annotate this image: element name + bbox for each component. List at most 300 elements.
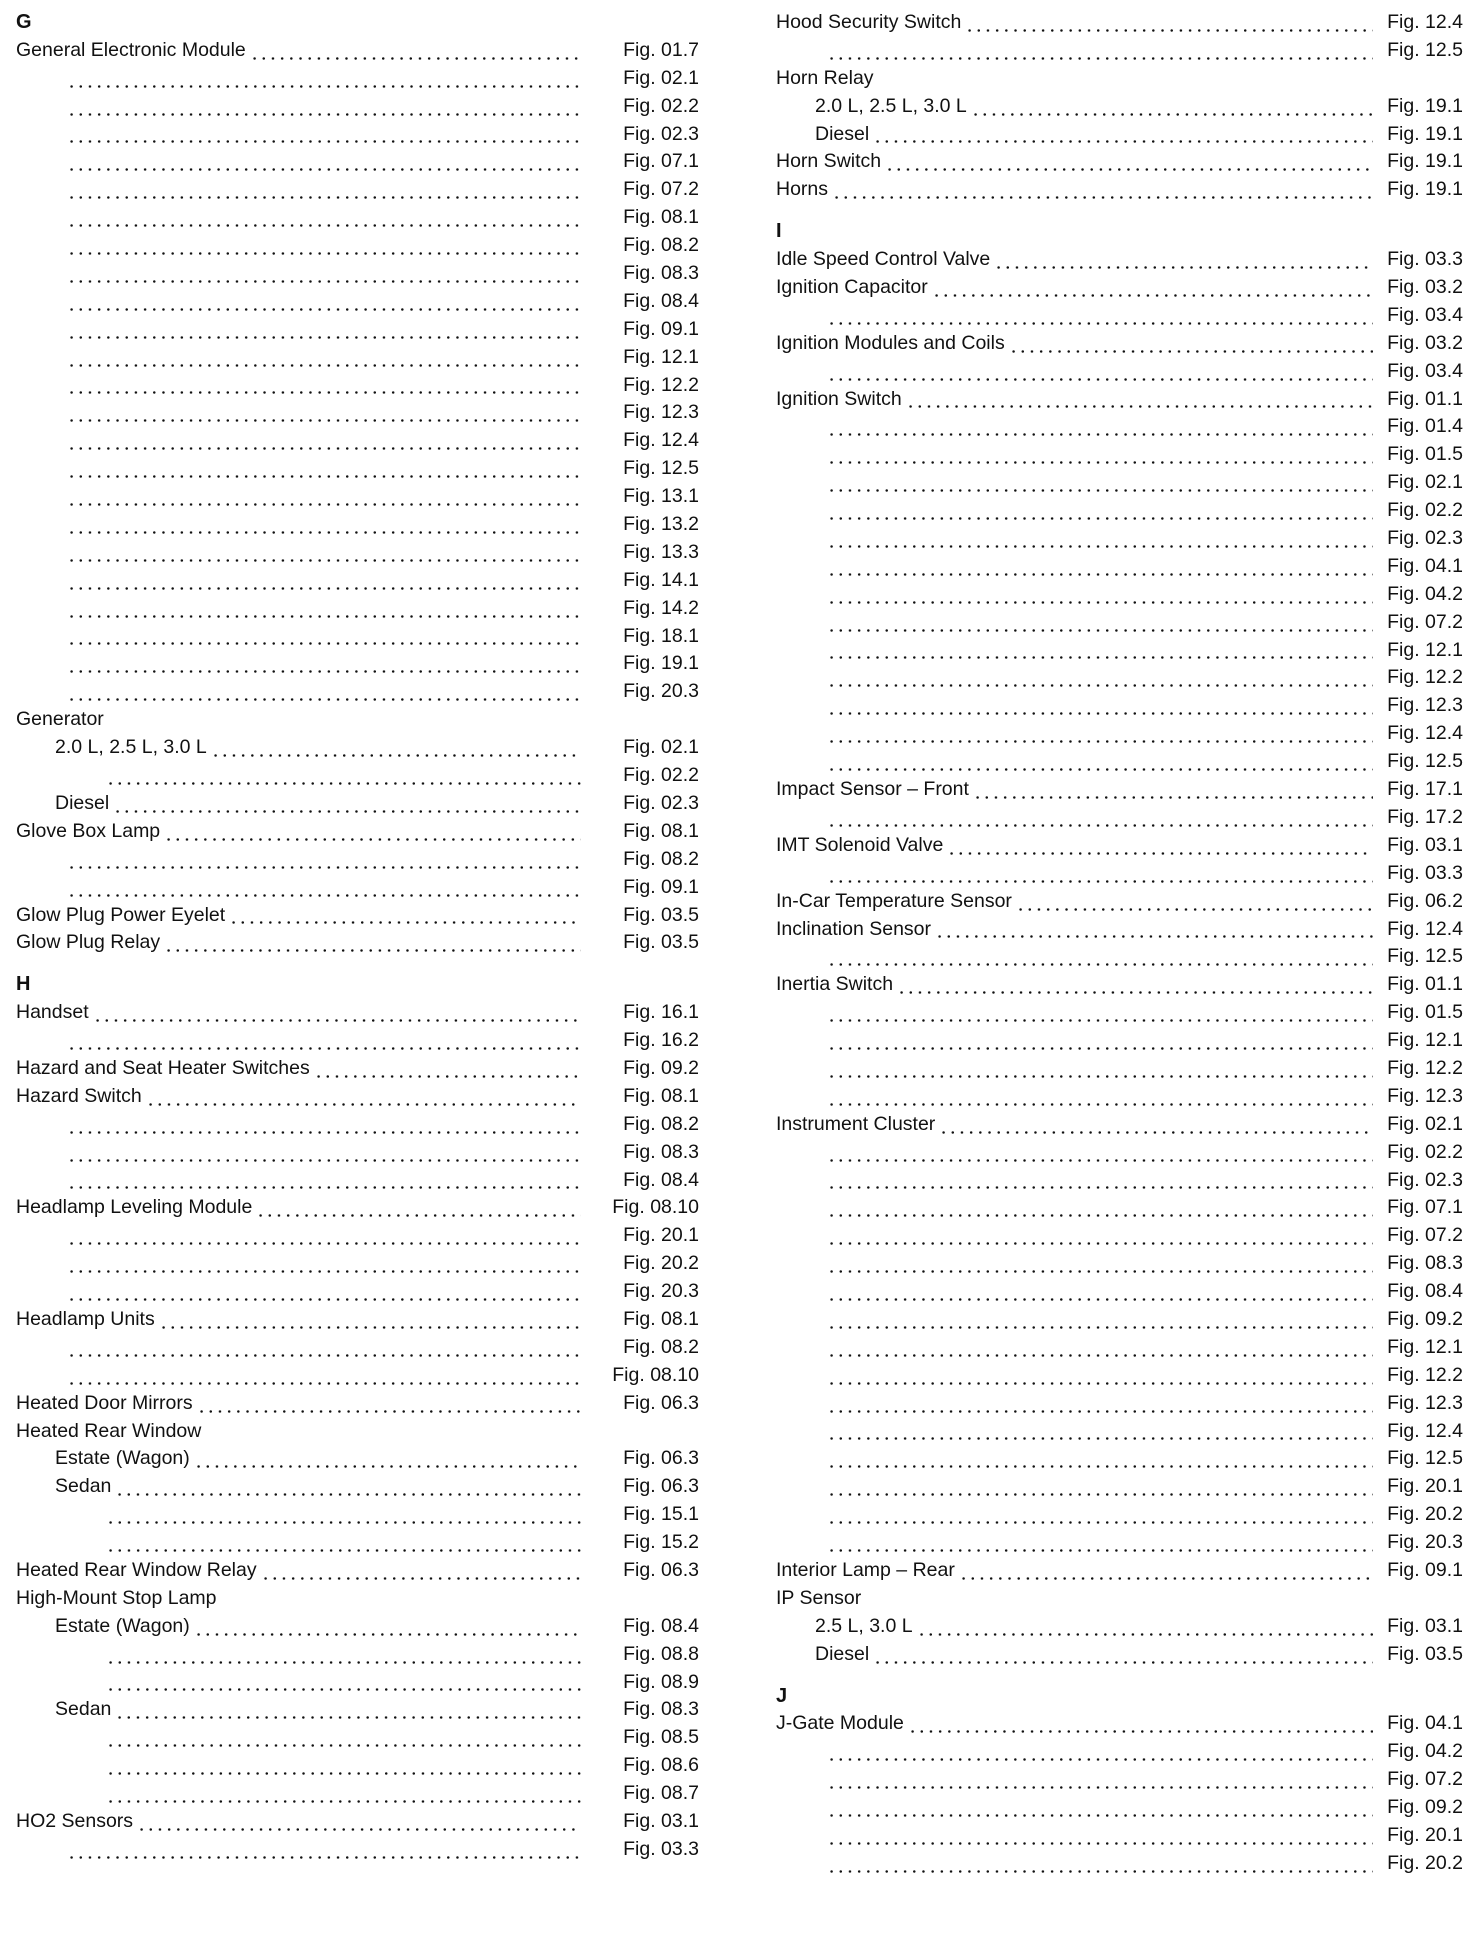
dot-leader	[973, 796, 1373, 799]
index-entry	[776, 1585, 1463, 1613]
index-entry	[16, 1167, 699, 1195]
index-entry	[776, 1501, 1463, 1529]
entry-label	[55, 318, 59, 340]
figure-reference: Fig. 07.2	[1383, 609, 1463, 637]
entry-label	[55, 457, 59, 479]
index-entry	[16, 1418, 699, 1446]
index-entry	[776, 358, 1463, 386]
index-entry	[16, 1027, 699, 1055]
entry-label	[94, 1782, 98, 1804]
figure-reference: Fig. 04.1	[1383, 553, 1463, 581]
entry-label: Diesel	[55, 792, 113, 814]
dot-leader	[67, 140, 581, 143]
dot-leader	[67, 113, 581, 116]
section-letter	[776, 218, 1463, 246]
index-entry	[16, 511, 699, 539]
index-entry	[16, 1752, 699, 1780]
entry-label	[55, 1169, 59, 1191]
index-entry	[16, 1836, 699, 1864]
dot-leader	[67, 308, 581, 311]
figure-reference: Fig. 07.1	[619, 148, 699, 176]
index-entry	[16, 902, 699, 930]
figure-reference: Fig. 02.3	[1383, 525, 1463, 553]
figure-reference: Fig. 02.1	[619, 65, 699, 93]
dot-leader	[1016, 908, 1373, 911]
entry-label	[55, 1224, 59, 1246]
index-entry	[16, 1111, 699, 1139]
figure-reference: Fig. 08.3	[619, 1139, 699, 1167]
figure-reference: Fig. 20.2	[1383, 1501, 1463, 1529]
index-entry	[16, 1390, 699, 1418]
figure-reference: Fig. 19.1	[1383, 121, 1463, 149]
entry-label	[55, 513, 59, 535]
figure-reference: Fig. 17.1	[1383, 776, 1463, 804]
entry-label	[815, 722, 819, 744]
entry-label	[815, 666, 819, 688]
section-letter	[16, 971, 699, 999]
figure-reference: Fig. 16.1	[619, 999, 699, 1027]
entry-label: Heated Door Mirrors	[16, 1392, 197, 1414]
index-entry	[16, 372, 699, 400]
dot-leader	[67, 531, 581, 534]
dot-leader	[827, 57, 1373, 60]
figure-reference: Fig. 08.2	[619, 1334, 699, 1362]
figure-reference: Fig. 02.3	[619, 121, 699, 149]
dot-leader	[137, 1828, 581, 1831]
index-entry	[16, 595, 699, 623]
index-entry	[776, 748, 1463, 776]
entry-label: Sedan	[55, 1698, 115, 1720]
figure-reference: Fig. 08.2	[619, 846, 699, 874]
entry-label: IMT Solenoid Valve	[776, 834, 947, 856]
dot-leader	[965, 29, 1373, 32]
index-entry	[776, 553, 1463, 581]
figure-reference: Fig. 03.5	[619, 929, 699, 957]
figure-reference: Fig. 09.2	[1383, 1794, 1463, 1822]
index-entry	[16, 650, 699, 678]
figure-reference: Fig. 20.3	[619, 1278, 699, 1306]
index-entry	[776, 1334, 1463, 1362]
figure-reference: Fig. 15.2	[619, 1529, 699, 1557]
entry-label	[815, 1392, 819, 1414]
figure-reference: Fig. 08.4	[1383, 1278, 1463, 1306]
dot-leader	[827, 1019, 1373, 1022]
dot-leader	[67, 503, 581, 506]
figure-reference: Fig. 04.2	[1383, 581, 1463, 609]
entry-label	[815, 611, 819, 633]
dot-leader	[67, 447, 581, 450]
dot-leader	[67, 1047, 581, 1050]
index-entry	[776, 1794, 1463, 1822]
dot-leader	[827, 1075, 1373, 1078]
index-entry	[16, 539, 699, 567]
figure-reference: Fig. 12.2	[619, 372, 699, 400]
entry-label: J-Gate Module	[776, 1712, 908, 1734]
figure-reference: Fig. 03.1	[1383, 1613, 1463, 1641]
index-entry	[776, 1613, 1463, 1641]
entry-label: Hazard and Seat Heater Switches	[16, 1057, 314, 1079]
figure-reference: Fig. 17.2	[1383, 804, 1463, 832]
index-entry	[16, 204, 699, 232]
entry-label: Diesel	[815, 1643, 873, 1665]
dot-leader	[908, 1730, 1373, 1733]
dot-leader	[67, 252, 581, 255]
dot-leader	[897, 991, 1373, 994]
index-entry	[776, 386, 1463, 414]
entry-label: Estate (Wagon)	[55, 1447, 194, 1469]
dot-leader	[159, 1326, 581, 1329]
dot-leader	[67, 85, 581, 88]
index-entry	[776, 804, 1463, 832]
index-entry	[16, 1585, 699, 1613]
entry-label	[815, 639, 819, 661]
dot-leader	[885, 168, 1373, 171]
dot-leader	[67, 168, 581, 171]
figure-reference: Fig. 03.1	[619, 1808, 699, 1836]
dot-leader	[67, 670, 581, 673]
dot-leader	[827, 517, 1373, 520]
entry-label: Horn Relay	[776, 67, 878, 89]
dot-leader	[67, 1382, 581, 1385]
entry-label: Estate (Wagon)	[55, 1615, 194, 1637]
figure-reference: Fig. 20.1	[1383, 1822, 1463, 1850]
figure-reference: Fig. 07.2	[1383, 1766, 1463, 1794]
index-entry	[16, 344, 699, 372]
dot-leader	[146, 1103, 581, 1106]
entry-label	[815, 1336, 819, 1358]
figure-reference: Fig. 01.4	[1383, 413, 1463, 441]
index-entry	[16, 148, 699, 176]
index-entry	[776, 1738, 1463, 1766]
figure-reference: Fig. 12.4	[619, 427, 699, 455]
figure-reference: Fig. 08.3	[619, 1696, 699, 1724]
entry-label	[815, 1001, 819, 1023]
figure-reference: Fig. 08.4	[619, 1167, 699, 1195]
figure-reference: Fig. 02.3	[619, 790, 699, 818]
index-entry	[776, 664, 1463, 692]
index-entry	[16, 1613, 699, 1641]
index-entry	[16, 790, 699, 818]
index-entry	[776, 1390, 1463, 1418]
dot-leader	[67, 364, 581, 367]
figure-reference: Fig. 12.5	[1383, 37, 1463, 65]
dot-leader	[827, 601, 1373, 604]
figure-reference: Fig. 09.1	[619, 316, 699, 344]
entry-label	[55, 95, 59, 117]
dot-leader	[827, 1047, 1373, 1050]
dot-leader	[827, 573, 1373, 576]
index-entry	[16, 1083, 699, 1111]
entry-label	[94, 1726, 98, 1748]
figure-reference: Fig. 04.1	[1383, 1710, 1463, 1738]
index-entry	[776, 302, 1463, 330]
dot-leader	[194, 1633, 581, 1636]
dot-leader	[67, 475, 581, 478]
dot-leader	[827, 880, 1373, 883]
dot-leader	[947, 852, 1373, 855]
dot-leader	[67, 1186, 581, 1189]
figure-reference: Fig. 19.1	[619, 650, 699, 678]
index-entry	[16, 121, 699, 149]
index-entry	[776, 1529, 1463, 1557]
entry-label	[55, 1838, 59, 1860]
figure-reference: Fig. 13.1	[619, 483, 699, 511]
figure-reference: Fig. 14.2	[619, 595, 699, 623]
index-entry	[776, 637, 1463, 665]
figure-reference: Fig. 20.1	[619, 1222, 699, 1250]
index-entry	[776, 1250, 1463, 1278]
figure-reference: Fig. 02.2	[1383, 497, 1463, 525]
entry-label	[815, 499, 819, 521]
dot-leader	[67, 1856, 581, 1859]
figure-reference: Fig. 20.3	[1383, 1529, 1463, 1557]
index-entry	[16, 483, 699, 511]
dot-leader	[106, 1800, 581, 1803]
entry-label	[55, 1364, 59, 1386]
section-gap	[16, 957, 699, 971]
dot-leader	[67, 698, 581, 701]
dot-leader	[67, 1298, 581, 1301]
entry-label	[55, 123, 59, 145]
dot-leader	[67, 391, 581, 394]
entry-label	[94, 1531, 98, 1553]
index-entry	[16, 818, 699, 846]
figure-reference: Fig. 03.5	[1383, 1641, 1463, 1669]
figure-reference: Fig. 12.2	[1383, 1055, 1463, 1083]
index-entry	[16, 316, 699, 344]
entry-label: HO2 Sensors	[16, 1810, 137, 1832]
index-entry	[16, 1808, 699, 1836]
entry-label: IP Sensor	[776, 1587, 865, 1609]
figure-reference: Fig. 06.3	[619, 1557, 699, 1585]
index-entry	[16, 706, 699, 734]
dot-leader	[906, 405, 1373, 408]
entry-label	[55, 1252, 59, 1274]
figure-reference: Fig. 12.3	[1383, 692, 1463, 720]
figure-reference: Fig. 08.10	[608, 1194, 699, 1222]
figure-reference: Fig. 02.1	[1383, 469, 1463, 497]
index-entry	[16, 846, 699, 874]
dot-leader	[67, 615, 581, 618]
index-entry	[776, 1362, 1463, 1390]
entry-label: 2.0 L, 2.5 L, 3.0 L	[55, 736, 211, 758]
dot-leader	[67, 866, 581, 869]
dot-leader	[827, 656, 1373, 659]
index-entry	[16, 288, 699, 316]
index-entry	[16, 1696, 699, 1724]
entry-label	[815, 1796, 819, 1818]
dot-leader	[314, 1075, 581, 1078]
dot-leader	[67, 1159, 581, 1162]
dot-leader	[67, 642, 581, 645]
index-entry	[776, 93, 1463, 121]
entry-label: Handset	[16, 1001, 93, 1023]
figure-reference: Fig. 07.2	[619, 176, 699, 204]
section-gap	[776, 204, 1463, 218]
section-letter-text: I	[776, 220, 786, 242]
index-entry	[16, 1557, 699, 1585]
entry-label: Headlamp Units	[16, 1308, 159, 1330]
entry-label	[94, 1503, 98, 1525]
entry-label: 2.0 L, 2.5 L, 3.0 L	[815, 95, 971, 117]
figure-reference: Fig. 08.3	[619, 260, 699, 288]
index-entry	[776, 916, 1463, 944]
figure-reference: Fig. 07.1	[1383, 1194, 1463, 1222]
index-entry	[16, 1334, 699, 1362]
entry-label	[815, 1768, 819, 1790]
entry-label	[55, 290, 59, 312]
index-entry	[16, 1362, 699, 1390]
figure-reference: Fig. 08.1	[619, 1306, 699, 1334]
entry-label	[815, 1224, 819, 1246]
figure-reference: Fig. 01.1	[1383, 971, 1463, 999]
index-entry	[776, 1557, 1463, 1585]
entry-label	[815, 694, 819, 716]
entry-label: Horns	[776, 178, 832, 200]
figure-reference: Fig. 08.9	[619, 1669, 699, 1697]
entry-label	[815, 750, 819, 772]
dot-leader	[827, 1814, 1373, 1817]
dot-leader	[827, 1103, 1373, 1106]
index-entry	[776, 999, 1463, 1027]
figure-reference: Fig. 08.7	[619, 1780, 699, 1808]
figure-reference: Fig. 04.2	[1383, 1738, 1463, 1766]
entry-label: Sedan	[55, 1475, 115, 1497]
dot-leader	[827, 489, 1373, 492]
figure-reference: Fig. 08.2	[619, 1111, 699, 1139]
index-entry	[776, 525, 1463, 553]
index-entry	[776, 609, 1463, 637]
entry-label	[815, 527, 819, 549]
figure-reference: Fig. 02.1	[619, 734, 699, 762]
dot-leader	[827, 1270, 1373, 1273]
index-entry	[776, 1445, 1463, 1473]
entry-label	[815, 443, 819, 465]
index-entry	[776, 776, 1463, 804]
figure-reference: Fig. 13.2	[619, 511, 699, 539]
index-entry	[776, 971, 1463, 999]
dot-leader	[827, 1214, 1373, 1217]
figure-reference: Fig. 03.2	[1383, 274, 1463, 302]
dot-leader	[827, 1549, 1373, 1552]
dot-leader	[194, 1465, 581, 1468]
figure-reference: Fig. 02.2	[1383, 1139, 1463, 1167]
figure-reference: Fig. 02.2	[619, 762, 699, 790]
dot-leader	[827, 1521, 1373, 1524]
index-entry	[16, 1306, 699, 1334]
entry-label: 2.5 L, 3.0 L	[815, 1615, 917, 1637]
dot-leader	[827, 1437, 1373, 1440]
entry-label	[815, 1420, 819, 1442]
dot-leader	[994, 266, 1373, 269]
entry-label	[94, 1671, 98, 1693]
index-entry	[776, 148, 1463, 176]
figure-reference: Fig. 14.1	[619, 567, 699, 595]
index-entry	[776, 1083, 1463, 1111]
entry-label	[55, 346, 59, 368]
index-entry	[16, 1780, 699, 1808]
figure-reference: Fig. 01.5	[1383, 441, 1463, 469]
figure-reference: Fig. 03.4	[1383, 302, 1463, 330]
entry-label: Hazard Switch	[16, 1085, 146, 1107]
index-entry	[16, 427, 699, 455]
dot-leader	[106, 1521, 581, 1524]
dot-leader	[67, 419, 581, 422]
dot-leader	[106, 1688, 581, 1691]
index-entry	[776, 1641, 1463, 1669]
index-entry	[16, 999, 699, 1027]
index-entry	[776, 1194, 1463, 1222]
dot-leader	[113, 810, 581, 813]
dot-leader	[827, 1298, 1373, 1301]
figure-reference: Fig. 19.1	[1383, 148, 1463, 176]
entry-label	[55, 374, 59, 396]
figure-reference: Fig. 12.2	[1383, 664, 1463, 692]
entry-label: Horn Switch	[776, 150, 885, 172]
entry-label: Generator	[16, 708, 108, 730]
figure-reference: Fig. 08.10	[608, 1362, 699, 1390]
entry-label	[815, 1280, 819, 1302]
index-entry	[16, 37, 699, 65]
dot-leader	[67, 1131, 581, 1134]
index-entry	[776, 1473, 1463, 1501]
entry-label	[815, 1364, 819, 1386]
index-entry	[776, 330, 1463, 358]
index-entry	[16, 623, 699, 651]
entry-label	[55, 876, 59, 898]
index-entry	[776, 1222, 1463, 1250]
figure-reference: Fig. 12.5	[1383, 748, 1463, 776]
figure-reference: Fig. 09.2	[1383, 1306, 1463, 1334]
entry-label	[815, 304, 819, 326]
index-entry	[16, 1194, 699, 1222]
index-entry	[776, 860, 1463, 888]
index-entry	[776, 441, 1463, 469]
dot-leader	[67, 559, 581, 562]
figure-reference: Fig. 19.1	[1383, 93, 1463, 121]
section-letter-text: G	[16, 11, 36, 33]
entry-label	[815, 1308, 819, 1330]
figure-reference: Fig. 19.1	[1383, 176, 1463, 204]
entry-label	[55, 67, 59, 89]
dot-leader	[827, 824, 1373, 827]
entry-label	[815, 1503, 819, 1525]
entry-label	[55, 652, 59, 674]
dot-leader	[229, 921, 581, 924]
section-letter	[16, 9, 699, 37]
entry-label	[55, 1336, 59, 1358]
index-entry	[16, 1055, 699, 1083]
dot-leader	[106, 1772, 581, 1775]
dot-leader	[971, 113, 1373, 116]
index-entry	[16, 1139, 699, 1167]
entry-label	[815, 1447, 819, 1469]
index-entry	[776, 1167, 1463, 1195]
entry-label	[815, 1057, 819, 1079]
entry-label	[55, 625, 59, 647]
index-entry	[776, 581, 1463, 609]
index-entry	[776, 1111, 1463, 1139]
entry-label	[815, 1824, 819, 1846]
figure-reference: Fig. 01.7	[619, 37, 699, 65]
dot-leader	[939, 1131, 1373, 1134]
dot-leader	[917, 1633, 1373, 1636]
index-entry	[776, 246, 1463, 274]
figure-reference: Fig. 09.1	[1383, 1557, 1463, 1585]
entry-label	[815, 945, 819, 967]
index-entry	[16, 65, 699, 93]
section-letter-text: H	[16, 973, 34, 995]
